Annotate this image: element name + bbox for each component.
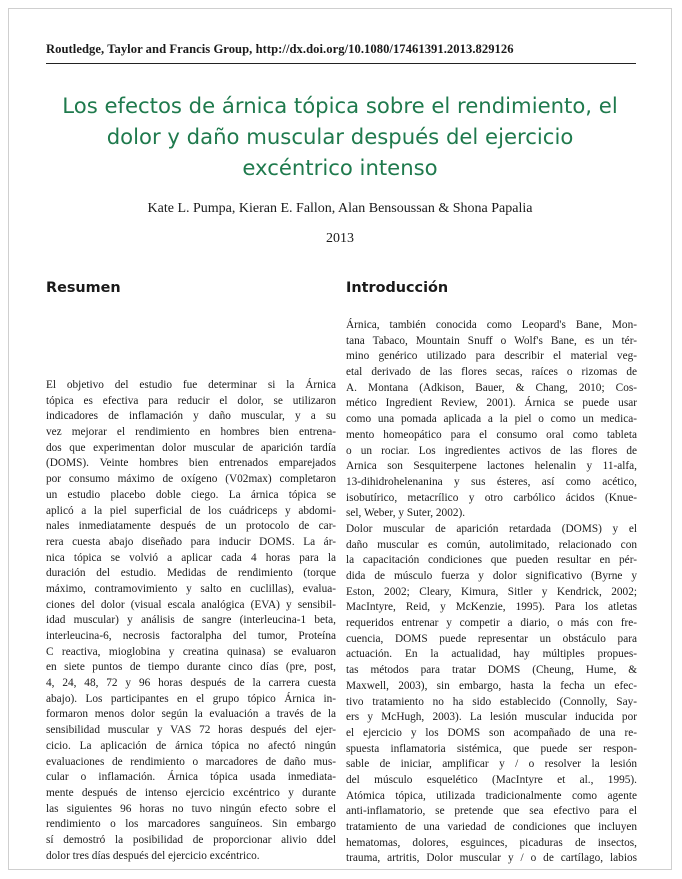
text-line: tas métodos para tratar DOMS (Cheung, Hume, & (346, 664, 637, 677)
text-line: como una pomada aplicada a la piel o como un medica- (346, 413, 637, 426)
running-head: Routledge, Taylor and Francis Group, http://dx.doi.org/10.1080/17461391.2013.829126 (46, 42, 514, 56)
text-line: nica tópica se volvió a aplicar cada 4 horas para la (46, 551, 336, 564)
text-line: abajo). Los participantes en el grupo tópico Árnica in- (46, 692, 336, 705)
text-line: daño muscular es común, autolimitado, relacionado con (346, 538, 637, 551)
text-line: Dolor muscular de aparición retardada (DOMS) y el (346, 522, 637, 535)
text-line: el ejercicio y los DOMS son acompañado de una re- (346, 726, 637, 739)
text-line: MacIntyre, Reid, y McKenzie, 1995). Para los atletas (346, 601, 637, 614)
text-line: A. Montana (Adkison, Bauer, & Chang, 2010; Cos- (346, 381, 637, 394)
text-line: sí demostró la posibilidad de proporcionar alivio ddel (46, 833, 336, 846)
text-line: isobutírico, metacrílico y otro carbólico ácidos (Knue- (346, 491, 637, 504)
text-line: aplicó a la piel superficial de los cuádriceps y abdomi- (46, 504, 336, 517)
text-line: duración del estudio. Medidas de rendimiento (torque (46, 567, 336, 580)
text-line: rera cuesta abajo diseñado para inducir DOMS. La ár- (46, 535, 336, 548)
paper-title (40, 90, 640, 183)
abstract-body (46, 378, 336, 864)
text-line: mento homeopático para el consumo oral como tableta (346, 428, 637, 441)
text-line: Árnica, también conocida como Leopard's Bane, Mon- (346, 319, 637, 331)
text-line: hematomas, dolores, esguinces, picaduras de insectos, (346, 836, 637, 849)
text-line: interleucina-6, necrosis factoralpha del tumor, Proteína (46, 630, 336, 642)
text-line: mino genérico utilizado para describir el material veg- (346, 350, 637, 363)
text-line: Arnica son Sesquiterpene lactones helenalin y 11-alfa, (346, 460, 637, 473)
text-line: evaluaciones de rendimiento o marcadores de daño mus- (46, 755, 336, 768)
text-line: C reactiva, mioglobina y creatina quinasa) se evaluaron (46, 645, 336, 658)
header-rule (46, 63, 636, 64)
text-line: cicio. La aplicación de árnica tópica no afectó ningún (46, 739, 336, 752)
text-line: dolor tres días después del ejercicio excéntrico. (46, 849, 260, 862)
text-line: mético Ingredient Review, 2001). Árnica se puede usar (346, 397, 637, 410)
title-line: Los efectos de árnica tópica sobre el rendimiento, el (62, 93, 618, 118)
text-line: la capacitación condiciones que pueden resultar en pér- (346, 554, 637, 567)
text-line: spuesta inflamatoria sistémica, que puede ser respon- (346, 742, 637, 755)
text-line: trauma, artritis, Dolor muscular y / o de cartílago, labios (346, 852, 637, 865)
text-line: ers y McHugh, 2003). La lesión muscular inducida por (346, 711, 637, 724)
abstract-heading: Resumen (46, 280, 121, 296)
text-line: tana Tabaco, Mountain Snuff o Wolf's Bane, es un tér- (346, 334, 637, 347)
text-line: tópica es efectiva para reducir el dolor, se utilizaron (46, 394, 336, 407)
title-line: dolor y daño muscular después del ejercicio (106, 124, 574, 149)
text-line: requeridos entrenar y competir a diario, o más con fre- (346, 617, 637, 630)
text-line: o un rociar. Los ingredientes activos de las flores de (346, 444, 637, 457)
text-line: dos que experimentan dolor muscular de aparición tardía (46, 441, 336, 454)
text-line: Eston, 2002; Cleary, Kimura, Sitler y Kendrick, 2002; (346, 585, 637, 598)
text-line: en siete puntos de tiempo durante cinco días (pre, post, (46, 661, 336, 674)
text-line: cuencia, DOMS puede representar un obstáculo para (346, 632, 637, 645)
text-line: El objetivo del estudio fue determinar si la Árnica (46, 379, 336, 391)
title-line: excéntrico intenso (242, 155, 438, 180)
text-line: indicadores de inflamación y daño muscular, y a su (46, 410, 336, 423)
text-line: actuación. En la actualidad, hay múltiples propues- (346, 648, 637, 661)
text-line: Maxwell, 2003), sin embargo, hasta la fecha un efec- (346, 679, 637, 692)
text-line: máximo, contramovimiento y salto en cuclillas), evalua- (46, 582, 336, 595)
text-line: mente después de intenso ejercicio excéntrico y durante (46, 786, 336, 799)
text-line: cular o inflamación. Árnica tópica usada inmediata- (46, 771, 336, 784)
text-line: Atómica tópica, utilizada tradicionalmente como agente (346, 789, 637, 802)
text-line: tivo tratamiento no ha sido establecido (Connolly, Say- (346, 695, 637, 708)
text-line: por consumo máximo de oxígeno (V02max) completaron (46, 473, 336, 486)
text-line: 13-dihidrohelenanina y sus ésteres, así como acético, (346, 475, 637, 488)
text-line: ciones del dolor (visual escala analógica (EVA) y sensibil- (46, 598, 336, 611)
introduction-body (346, 318, 637, 867)
text-line: formaron menos dolor según la evaluación a través de la (46, 708, 336, 721)
text-line: sable de iniciar, amplificar y / o resolver la lesión (346, 758, 637, 771)
text-line: anti-inflamatorio, se pretende que sea efectivo para el (346, 805, 637, 818)
text-line: etal derivado de las flores secas, raíces o rizomas de (346, 366, 637, 379)
text-line: vez mejorar el rendimiento en hombres bien entrena- (46, 426, 336, 439)
introduction-heading: Introducción (346, 280, 449, 296)
text-line: del músculo esquelético (MacIntyre et al., 1995). (346, 773, 637, 786)
text-line: idad muscular) y análisis de sangre (interleucina-1 beta, (46, 614, 336, 627)
text-line: sensibilidad muscular y VAS 72 horas después del ejer- (46, 724, 336, 737)
text-line: sel, Weber, y Suter, 2002). (346, 507, 466, 520)
publication-year: 2013 (326, 231, 354, 246)
text-line: tratamiento de una variedad de condiciones que incluyen (346, 821, 637, 833)
text-line: 4, 24, 48, 72 y 96 horas después de la carrera cuesta (46, 677, 336, 690)
text-line: (DOMS). Veinte hombres bien entrenados emparejados (46, 457, 336, 470)
text-line: un estudio placebo doble ciego. La árnica tópica se (46, 488, 336, 501)
author-list: Kate L. Pumpa, Kieran E. Fallon, Alan Bensoussan & Shona Papalia (147, 201, 533, 216)
text-line: dida de músculo fuerza y dolor significativo (Byrne y (346, 570, 637, 582)
text-line: rendimiento o los marcadores sanguíneos. Sin embargo (46, 818, 336, 831)
text-line: nales inmediatamente después de un protocolo de car- (46, 520, 336, 533)
text-line: las siguientes 96 horas no tuvo ningún efecto sobre el (46, 802, 336, 815)
